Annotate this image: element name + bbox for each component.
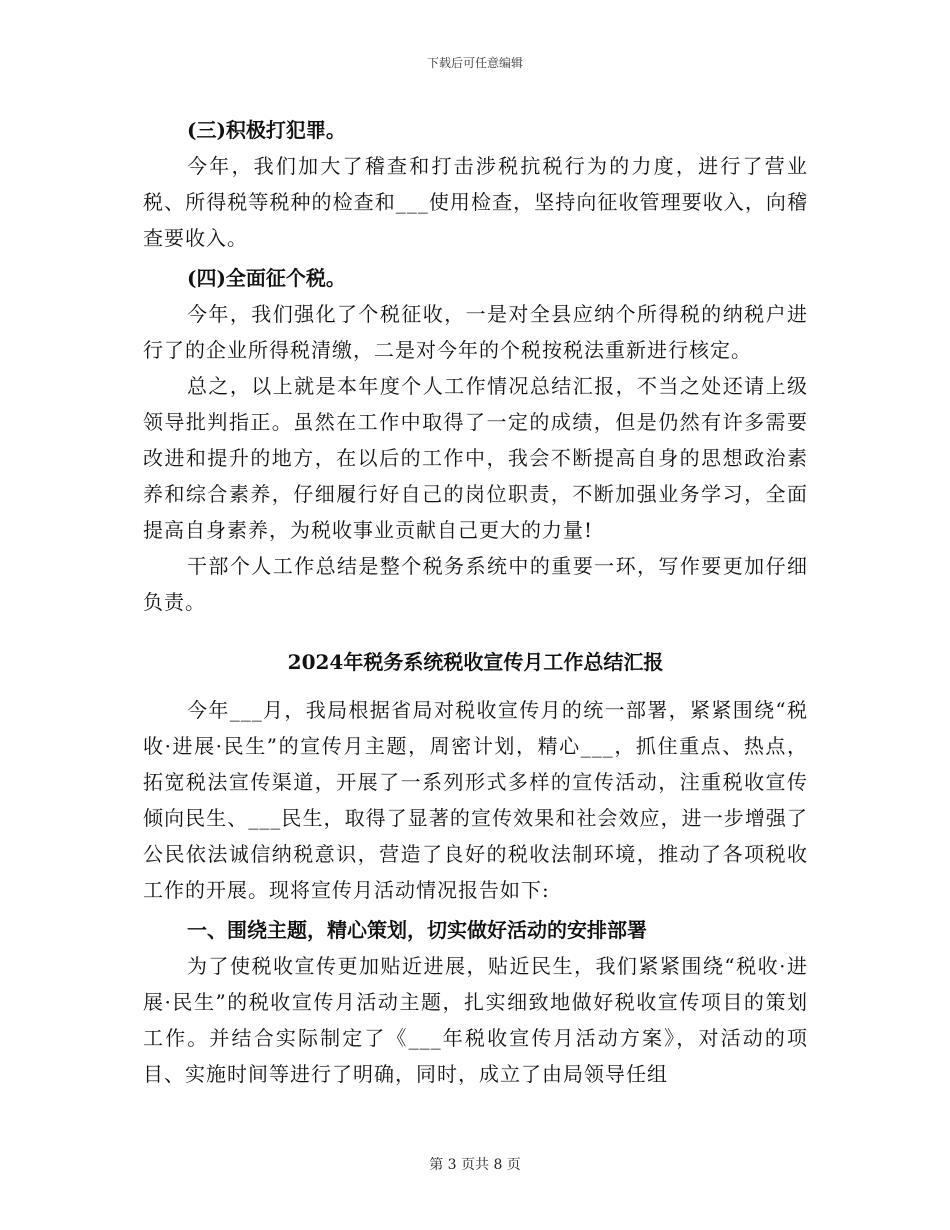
paragraph: 今年___月，我局根据省局对税收宣传月的统一部署，紧紧围绕“税收·进展·民生”的宣传月主题，周密计划，精心___，抓住重点、热点，拓宽税法宣传渠道，开展了一系列形式多样的宣传活动，注重税收宣传倾向民生、___民生，取得了显著的宣传效果和社会效应，进一步增强了公民依法诚信纳税意识，营造了良好的税收法制环境，推动了各项税收工作的开展。现将宣传月活动情况报告如下: [143,698,808,902]
document-title: 2024年税务系统税收宣传月工作总结汇报 [287,650,664,674]
header-note: 下载后可任意编辑 [426,56,523,70]
document-body [143,108,808,1092]
paragraph: 干部个人工作总结是整个税务系统中的重要一环，写作要更加仔细负责。 [143,554,808,614]
paragraph: 今年，我们强化了个税征收，一是对全县应纳个所得税的纳税户进行了的企业所得税清缴，二是对今年的个税按税法重新进行核定。 [143,302,808,362]
section-heading-1: 一、围绕主题，精心策划，切实做好活动的安排部署 [187,918,647,942]
section-heading-3: (三)积极打犯罪。 [187,118,346,142]
page-number-footer: 第 3 页共 8 页 [429,1157,521,1173]
paragraph: 总之，以上就是本年度个人工作情况总结汇报，不当之处还请上级领导批判指正。虽然在工作中取得了一定的成绩，但是仍然有许多需要改进和提升的地方，在以后的工作中，我会不断提高自身的思想政治素养和综合素养，仔细履行好自己的岗位职责，不断加强业务学习，全面提高自身素养，为税收事业贡献自己更大的力量! [143,374,808,542]
paragraph: 今年，我们加大了稽查和打击涉税抗税行为的力度，进行了营业税、所得税等税种的检查和___使用检查，坚持向征收管理要收入，向稽查要收入。 [143,154,808,250]
paragraph: 为了使税收宣传更加贴近进展，贴近民生，我们紧紧围绕“税收·进展·民生”的税收宣传月活动主题，扎实细致地做好税收宣传项目的策划工作。并结合实际制定了《___年税收宣传月活动方案》，对活动的项目、实施时间等进行了明确，同时，成立了由局领导任组 [143,954,808,1086]
section-heading-4: (四)全面征个税。 [187,266,346,290]
